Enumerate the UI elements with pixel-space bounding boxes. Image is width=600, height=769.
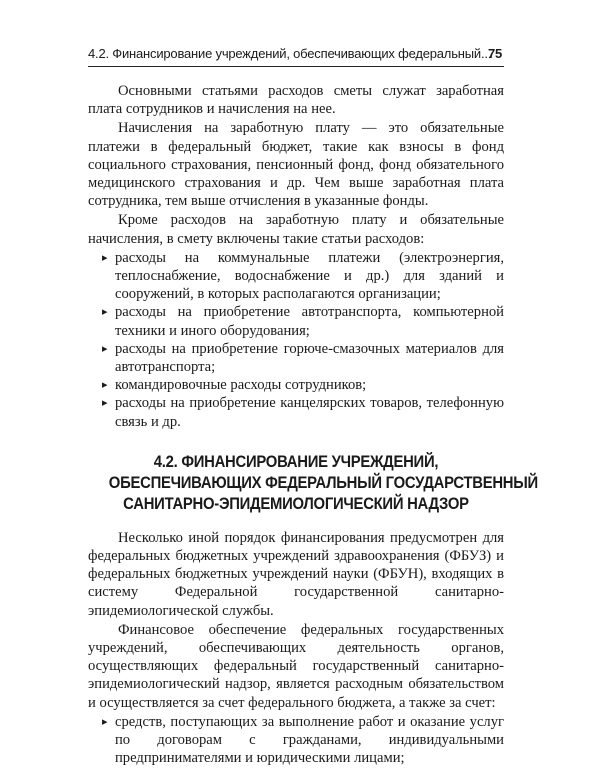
list-item [88,303,504,339]
paragraph: Несколько иной порядок финансирования предусмотрен для федеральных бюджетных учреждений здравоохранения (ФБУЗ) и федеральных бюджетных учреждений науки (ФБУН), входящих в систему Федеральной государственной санитарно-эпидемиологической службы. [88,529,504,619]
list-item-text: расходы на приобретение канцелярских товаров, телефонную связь и др. [115,395,504,430]
paragraph: Начисления на заработную плату — это обязательные платежи в федеральный бюджет, такие как взносы в фонд социального страхования, пенсионный фонд, фонд обязательного медицинского страхования и др. Чем выше заработная плата сотрудника, тем выше отчисления в указанные фонды. [88,120,504,210]
list-item-text: расходы на приобретение автотранспорта, компьютерной техники и иного оборудования; [115,304,504,339]
list-item-text: средств, поступающих за выполнение работ и оказание услуг по договорам с гражданами, индивидуальными предпринимателями и юридическими лицами; [115,713,504,767]
paragraph: Основными статьями расходов сметы служат заработная плата сотрудников и начисления на нее. [88,83,504,118]
bullet-arrow-icon: ▸ [102,714,108,728]
expense-list [88,249,504,431]
bullet-arrow-icon: ▸ [102,341,108,355]
list-item-text: командировочные расходы сотрудников; [115,377,367,394]
list-item-text: расходы на коммунальные платежи (электроэнергия, теплоснабжение, водоснабжение и др.) для зданий и сооружений, в которых располагаются организации; [115,249,504,303]
list-item [88,394,504,430]
section-heading-line: 4.2. ФИНАНСИРОВАНИЕ УЧРЕЖДЕНИЙ, [153,452,439,471]
bullet-arrow-icon: ▸ [102,396,108,410]
section-heading-line: САНИТАРНО-ЭПИДЕМИОЛОГИЧЕСКИЙ НАДЗОР [123,494,469,513]
running-title: 4.2. Финансирование учреждений, обеспечивающих федеральный... [88,46,492,61]
page-content [88,82,538,769]
list-item [88,376,504,394]
list-item-text: расходы на приобретение горюче-смазочных материалов для автотранспорта; [115,340,504,376]
list-item [88,713,504,768]
bullet-arrow-icon: ▸ [102,250,108,264]
section-heading [108,452,538,515]
bullet-arrow-icon: ▸ [102,305,108,319]
paragraph: Финансовое обеспечение федеральных государственных учреждений, обеспечивающих деятельность органов, осуществляющих федеральный государственный санитарно-эпидемиологический надзор, является расходным обязательством и осуществляется за счет федерального бюджета, а также за счет: [88,621,504,711]
list-item [88,249,504,304]
funding-source-list [88,713,504,768]
list-item [88,340,504,376]
paragraph: Кроме расходов на заработную плату и обязательные начисления, в смету включены такие статьи расходов: [88,212,504,247]
page-number: 75 [487,46,502,61]
running-header [88,42,504,67]
section-heading-line: ОБЕСПЕЧИВАЮЩИХ ФЕДЕРАЛЬНЫЙ ГОСУДАРСТВЕННЫЙ [108,473,538,492]
bullet-arrow-icon: ▸ [102,378,108,392]
